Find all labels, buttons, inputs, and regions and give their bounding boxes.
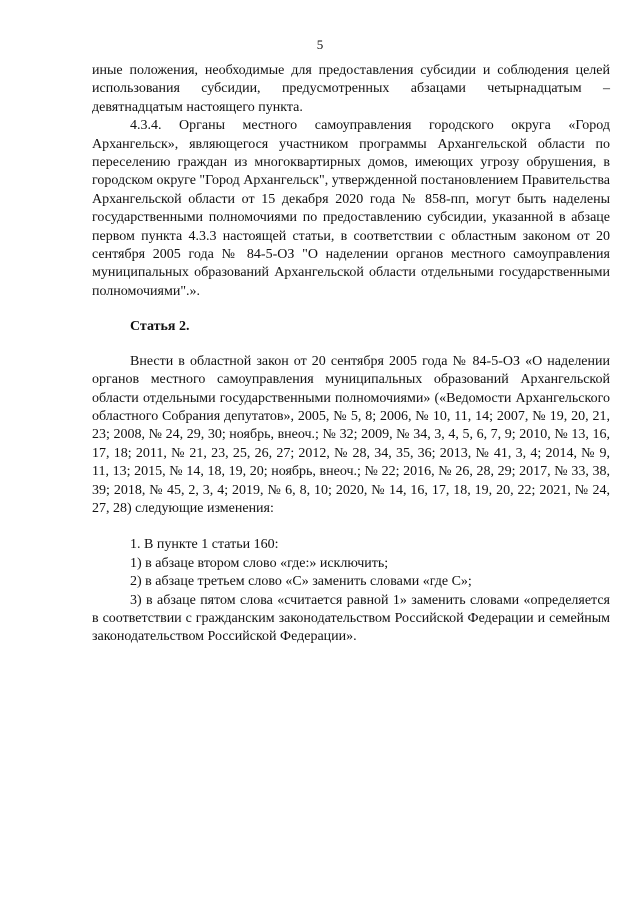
article-2-intro: Внести в областной закон от 20 сентября 2005 года № 84-5-ОЗ «О наделении органов местного самоуправления муниципальных образований Архангельской области отдельными государственными полномочиями» («Ведомости Архангельского областного Собрания депутатов», 2005, № 5, 8; 2006, № 10, 11, 14; 2007, № 19, 20, 21, 23; 2008, № 24, 29, 30; ноябрь, внеоч.; № 32; 2009, № 34, 3, 4, 5, 6, 7, 9; 2010, № 13, 16, 17, 18; 2011, № 21, 23, 25, 26, 27; 2012, № 28, 34, 35, 36; 2013, № 41, 3, 4; 2014, № 9, 11, 13; 2015, № 14, 18, 19, 20; ноябрь, внеоч.; № 22; 2016, № 26, 28, 29; 2017, № 33, 38, 39; 2018, № 45, 2, 3, 4; 2019, № 6, 8, 10; 2020, № 14, 16, 17, 18, 19, 20, 22; 2021, № 24, 27, 28) следующие изменения: <box>92 353 610 516</box>
list-subitem-1: 1) в абзаце втором слово «где:» исключить; <box>130 555 389 571</box>
list-item-1: 1. В пункте 1 статьи 160: <box>130 537 279 553</box>
document-body <box>92 62 610 647</box>
article-heading: Статья 2. <box>130 319 190 335</box>
paragraph-4-3-4: 4.3.4. Органы местного самоуправления городского округа «Город Архангельск», являющегося участником программы Архангельской области по переселению граждан из многоквартирных домов, имеющих угрозу обрушения, в городском округе "Город Архангельск", утвержденной постановлением Правительства Архангельской области от 15 декабря 2020 года № 858-пп, могут быть наделены государственными полномочиями по предоставлению субсидии, указанной в абзаце первом пункта 4.3.3 настоящей статьи, в соответствии с областным законом от 20 сентября 2005 года № 84-5-ОЗ "О наделении органов местного самоуправления муниципальных образований Архангельской области отдельными государственными полномочиями".». <box>92 118 610 299</box>
list-subitem-2: 2) в абзаце третьем слово «С» заменить словами «где С»; <box>130 574 472 590</box>
list-subitem-3: 3) в абзаце пятом слова «считается равной 1» заменить словами «определяется в соответствии с гражданским законодательством Российской Федерации и семейным законодательством Российской Федерации». <box>92 592 610 645</box>
page-number: 5 <box>316 37 324 52</box>
paragraph-continuation: иные положения, необходимые для предоставления субсидии и соблюдения целей использования субсидии, предусмотренных абзацами четырнадцатым – девятнадцатым настоящего пункта. <box>92 63 610 115</box>
